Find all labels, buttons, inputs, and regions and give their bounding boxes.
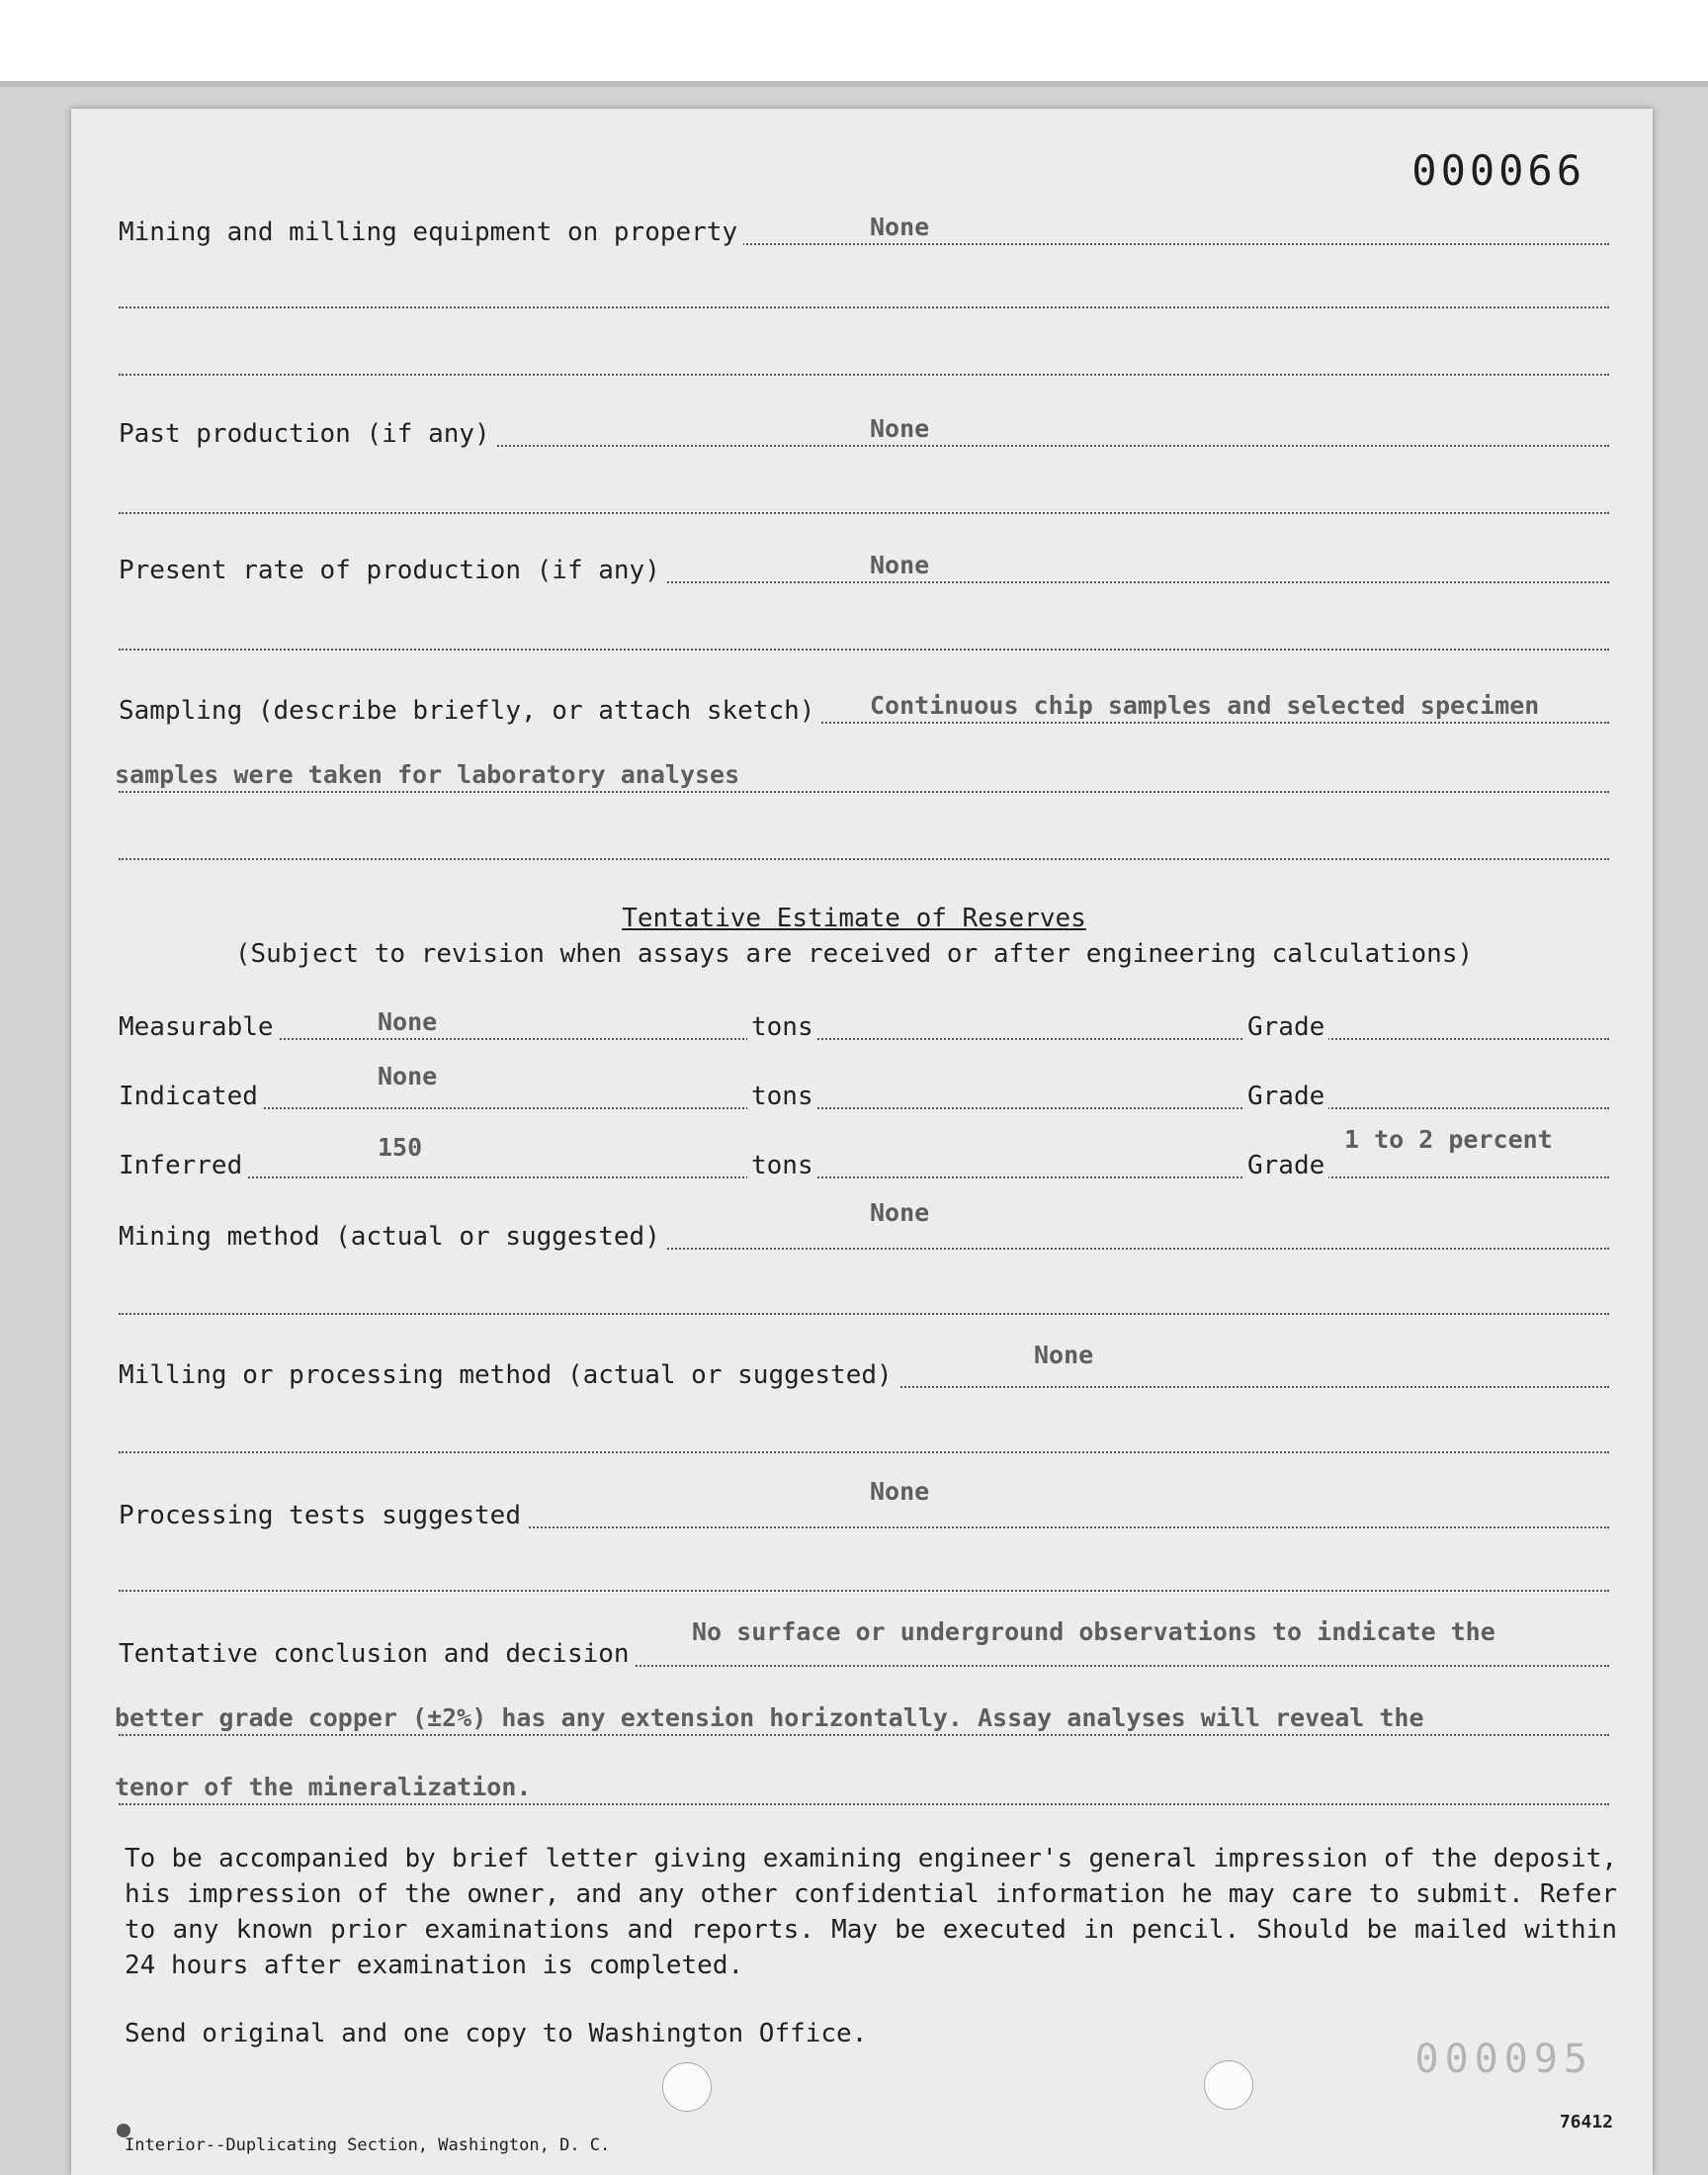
reserve-grade-value: 1 to 2 percent <box>1344 1125 1553 1154</box>
sampling-row-2 <box>115 751 1609 793</box>
equipment-value: None <box>870 213 930 241</box>
mining-method-value: None <box>870 1198 930 1227</box>
milling-method-value: None <box>1034 1341 1094 1369</box>
reserve-tons-value: 150 <box>378 1133 423 1162</box>
blank-line <box>119 372 1609 376</box>
punch-hole <box>1204 2060 1253 2110</box>
blank-line <box>119 647 1609 651</box>
present-rate-value: None <box>870 551 930 579</box>
document-number: 000066 <box>1411 146 1585 195</box>
reserve-tons-value: None <box>378 1007 438 1036</box>
scanner-edge <box>0 81 1708 87</box>
tons-label: tons <box>747 1082 817 1111</box>
printer-footer: Interior--Duplicating Section, Washington, D. C. <box>125 2135 611 2155</box>
tons-label: tons <box>747 1012 817 1042</box>
conclusion-row-3 <box>115 1764 1609 1805</box>
conclusion-line2: better grade copper (±2%) has any extension horizontally. Assay analyses will reveal the <box>115 1703 1424 1732</box>
mining-method-row <box>119 1198 1609 1252</box>
reserve-row-measurable <box>119 999 1609 1040</box>
conclusion-label: Tentative conclusion and decision <box>119 1639 636 1669</box>
conclusion-line1: No surface or underground observations to indicate the <box>692 1617 1495 1646</box>
blank-line <box>119 856 1609 860</box>
blank-line <box>119 510 1609 514</box>
punch-hole <box>662 2062 712 2112</box>
past-production-value: None <box>870 414 930 443</box>
conclusion-line3: tenor of the mineralization. <box>115 1773 532 1801</box>
form-number: 76412 <box>1559 2112 1613 2132</box>
tons-label: tons <box>747 1151 817 1180</box>
present-rate-row <box>119 542 1609 583</box>
conclusion-row <box>119 1617 1609 1669</box>
processing-tests-value: None <box>870 1477 930 1506</box>
equipment-row <box>119 204 1609 245</box>
sampling-label: Sampling (describe briefly, or attach sketch) <box>119 696 820 726</box>
conclusion-row-2 <box>115 1695 1609 1736</box>
grade-label: Grade <box>1243 1082 1328 1111</box>
reserve-label: Indicated <box>119 1082 264 1111</box>
reserves-title-text: Tentative Estimate of Reserves <box>622 904 1086 933</box>
instructions-paragraph: To be accompanied by brief letter giving examining engineer's general impression of the deposit, his impression of the owner, and any other confidential information he may care to submit. Refer to any known prior examinations and reports. May be executed in pencil. Should be mailed within 24 hours after examination is completed. <box>125 1844 1617 1980</box>
reserves-title <box>0 904 1708 933</box>
blank-line <box>119 1588 1609 1592</box>
grade-label: Grade <box>1243 1151 1328 1180</box>
sampling-value-line2: samples were taken for laboratory analyses <box>115 760 740 789</box>
stamp-number: 000095 <box>1414 2037 1593 2082</box>
reserves-subtitle: (Subject to revision when assays are received or after engineering calculations) <box>234 939 1474 969</box>
reserve-label: Measurable <box>119 1012 280 1042</box>
milling-method-label: Milling or processing method (actual or suggested) <box>119 1360 898 1390</box>
equipment-label: Mining and milling equipment on property <box>119 218 743 247</box>
present-rate-label: Present rate of production (if any) <box>119 556 666 585</box>
mining-method-label: Mining method (actual or suggested) <box>119 1222 666 1252</box>
blank-line <box>119 1311 1609 1315</box>
processing-tests-row <box>119 1477 1609 1530</box>
send-note: Send original and one copy to Washington Office. <box>125 2019 868 2048</box>
blank-line <box>119 304 1609 308</box>
past-production-row <box>119 405 1609 447</box>
blank-line <box>119 1449 1609 1453</box>
sampling-value-line1: Continuous chip samples and selected specimen <box>870 691 1540 720</box>
reserve-tons-value: None <box>378 1062 438 1090</box>
reserve-row-indicated <box>119 1062 1609 1111</box>
grade-label: Grade <box>1243 1012 1328 1042</box>
processing-tests-label: Processing tests suggested <box>119 1501 527 1530</box>
sampling-row <box>119 682 1609 724</box>
milling-method-row <box>119 1341 1609 1390</box>
past-production-label: Past production (if any) <box>119 419 496 449</box>
reserve-row-inferred <box>119 1125 1609 1180</box>
reserve-label: Inferred <box>119 1151 248 1180</box>
